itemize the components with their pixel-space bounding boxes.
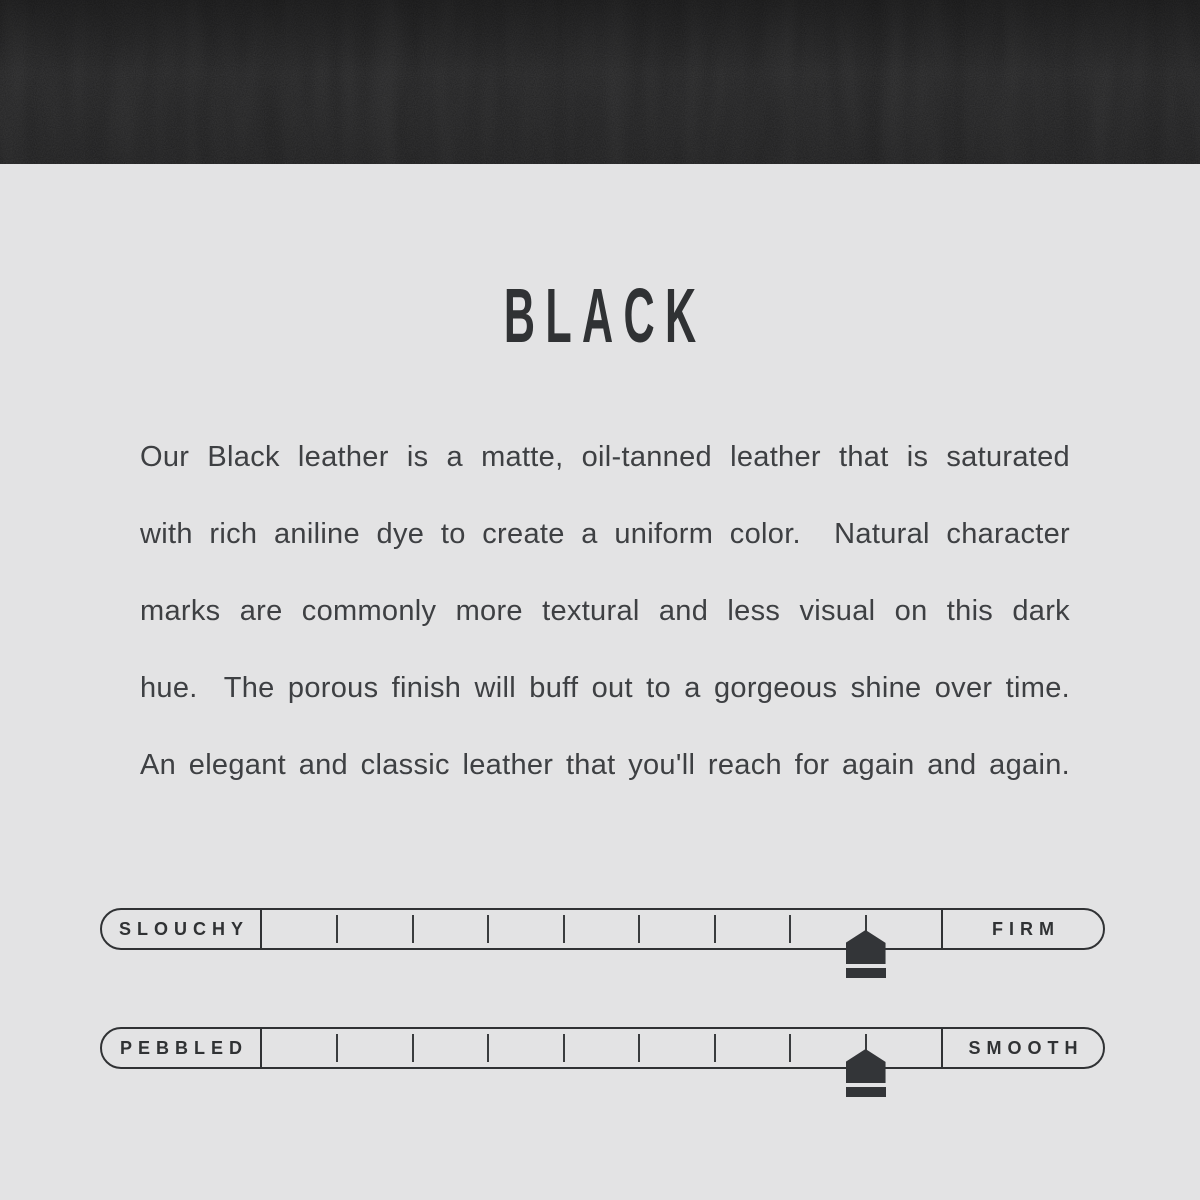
texture-scale <box>100 1027 1105 1069</box>
description-line: Our Black leather is a matte, oil-tanned leather that is saturated <box>140 441 1070 473</box>
tick-mark <box>789 1034 791 1062</box>
tick-mark <box>412 1034 414 1062</box>
scale-left-label <box>102 1029 262 1067</box>
description <box>140 419 1070 804</box>
scale-right-label-text: SMOOTH <box>968 1037 1084 1058</box>
scale-right-label-text: FIRM <box>992 918 1060 939</box>
page-title: BLACK <box>503 273 707 359</box>
tick-mark <box>487 915 489 943</box>
tick-mark <box>563 915 565 943</box>
description-line: with rich aniline dye to create a uniform color. Natural character <box>140 518 1070 550</box>
scale-left-label-text: SLOUCHY <box>118 918 249 939</box>
scale-track <box>262 910 941 948</box>
tick-mark <box>638 915 640 943</box>
scale-left-label <box>102 910 262 948</box>
scale-marker <box>846 1049 886 1097</box>
tick-mark <box>714 1034 716 1062</box>
tick-mark <box>336 1034 338 1062</box>
tick-mark <box>563 1034 565 1062</box>
scale-left-label-text: PEBBLED <box>119 1037 248 1058</box>
marker-bar-icon <box>846 968 886 978</box>
tick-mark <box>714 915 716 943</box>
scale-track <box>262 1029 941 1067</box>
scale-marker <box>846 930 886 978</box>
marker-bar-icon <box>846 1087 886 1097</box>
scale-right-label <box>941 910 1103 948</box>
description-line: hue. The porous finish will buff out to a gorgeous shine over time. <box>140 672 1070 704</box>
marker-pointer-icon <box>846 930 886 964</box>
black-leather-swatch <box>0 0 1200 164</box>
tick-mark <box>487 1034 489 1062</box>
tick-mark <box>336 915 338 943</box>
tick-mark <box>638 1034 640 1062</box>
description-line: An elegant and classic leather that you'll reach for again and again. <box>140 749 1070 781</box>
scale-right-label <box>941 1029 1103 1067</box>
leather-texture-image <box>0 0 1200 164</box>
tick-mark <box>789 915 791 943</box>
tick-mark <box>412 915 414 943</box>
marker-pointer-icon <box>846 1049 886 1083</box>
firmness-scale <box>100 908 1105 950</box>
description-line: marks are commonly more textural and less visual on this dark <box>140 595 1070 627</box>
